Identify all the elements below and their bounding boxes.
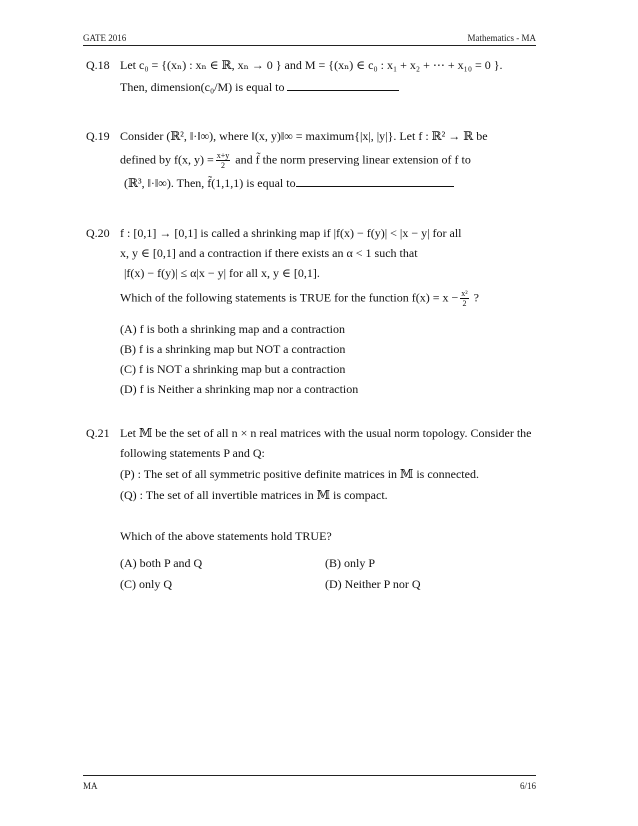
option-b: (B) only P	[325, 556, 376, 570]
fraction-denominator: 2	[462, 299, 467, 308]
footer-paper-code: MA	[83, 781, 98, 791]
option-b: (B) f is a shrinking map but NOT a contraction	[120, 342, 346, 356]
footer-rule	[83, 775, 536, 776]
question-text-line	[124, 176, 454, 191]
question-text-line: Let 𝕄 be the set of all n × n real matrices with the usual norm topology. Consider the	[120, 426, 532, 440]
option-d: (D) Neither P nor Q	[325, 577, 421, 591]
option-a: (A) f is both a shrinking map and a contraction	[120, 322, 345, 336]
question-text-line: following statements P and Q:	[120, 446, 265, 460]
question-number: Q.19	[86, 129, 110, 143]
question-text-line	[120, 151, 471, 170]
answer-blank	[296, 176, 454, 187]
question-text-line	[120, 289, 479, 308]
question-text: (ℝ³, ‖·‖∞). Then, f̃(1,1,1) is equal to	[124, 176, 296, 190]
question-text-line: f : [0,1] → [0,1] is called a shrinking map if |f(x) − f(y)| < |x − y| for all	[120, 226, 462, 240]
question-text-line: Which of the above statements hold TRUE?	[120, 529, 332, 543]
header-subject: Mathematics - MA	[467, 33, 536, 43]
option-c: (C) f is NOT a shrinking map but a contraction	[120, 362, 346, 376]
question-text-line: |f(x) − f(y)| ≤ α|x − y| for all x, y ∈ [0,1].	[124, 266, 320, 280]
fraction	[216, 151, 231, 170]
question-text: defined by f(x, y) =	[120, 152, 214, 167]
question-text: ?	[470, 290, 479, 305]
question-text-line: Consider (ℝ², ‖·‖∞), where ‖(x, y)‖∞ = maximum{|x|, |y|}. Let f : ℝ² → ℝ be	[120, 129, 488, 143]
header-exam-name: GATE 2016	[83, 33, 127, 43]
question-number: Q.20	[86, 226, 110, 240]
option-d: (D) f is Neither a shrinking map nor a contraction	[120, 382, 359, 396]
fraction-denominator: 2	[221, 161, 225, 170]
fraction	[460, 289, 468, 308]
question-text: Which of the following statements is TRUE for the function f(x) = x −	[120, 290, 459, 305]
answer-blank	[287, 80, 399, 91]
question-text: and f̃ the norm preserving linear extension of f to	[232, 152, 471, 167]
question-text-line: Let c₀ = {(xₙ) : xₙ ∈ ℝ, xₙ → 0 } and M = {(xₙ) ∈ c₀ : x₁ + x₂ + ⋯ + x₁₀ = 0 }.	[120, 58, 503, 72]
question-text-line: (Q) : The set of all invertible matrices in 𝕄 is compact.	[120, 488, 388, 502]
question-number: Q.18	[86, 58, 110, 72]
question-text-line	[120, 80, 399, 95]
question-text: Then, dimension(c₀/M) is equal to	[120, 80, 285, 94]
fraction-numerator: x²	[461, 289, 468, 298]
question-text-line: (P) : The set of all symmetric positive definite matrices in 𝕄 is connected.	[120, 467, 479, 481]
option-c: (C) only Q	[120, 577, 172, 591]
header-rule	[83, 45, 536, 46]
fraction-numerator: x+y	[216, 151, 230, 160]
page-number: 6/16	[519, 781, 536, 791]
option-a: (A) both P and Q	[120, 556, 203, 570]
question-number: Q.21	[86, 426, 110, 440]
question-text-line: x, y ∈ [0,1] and a contraction if there exists an α < 1 such that	[120, 246, 418, 260]
